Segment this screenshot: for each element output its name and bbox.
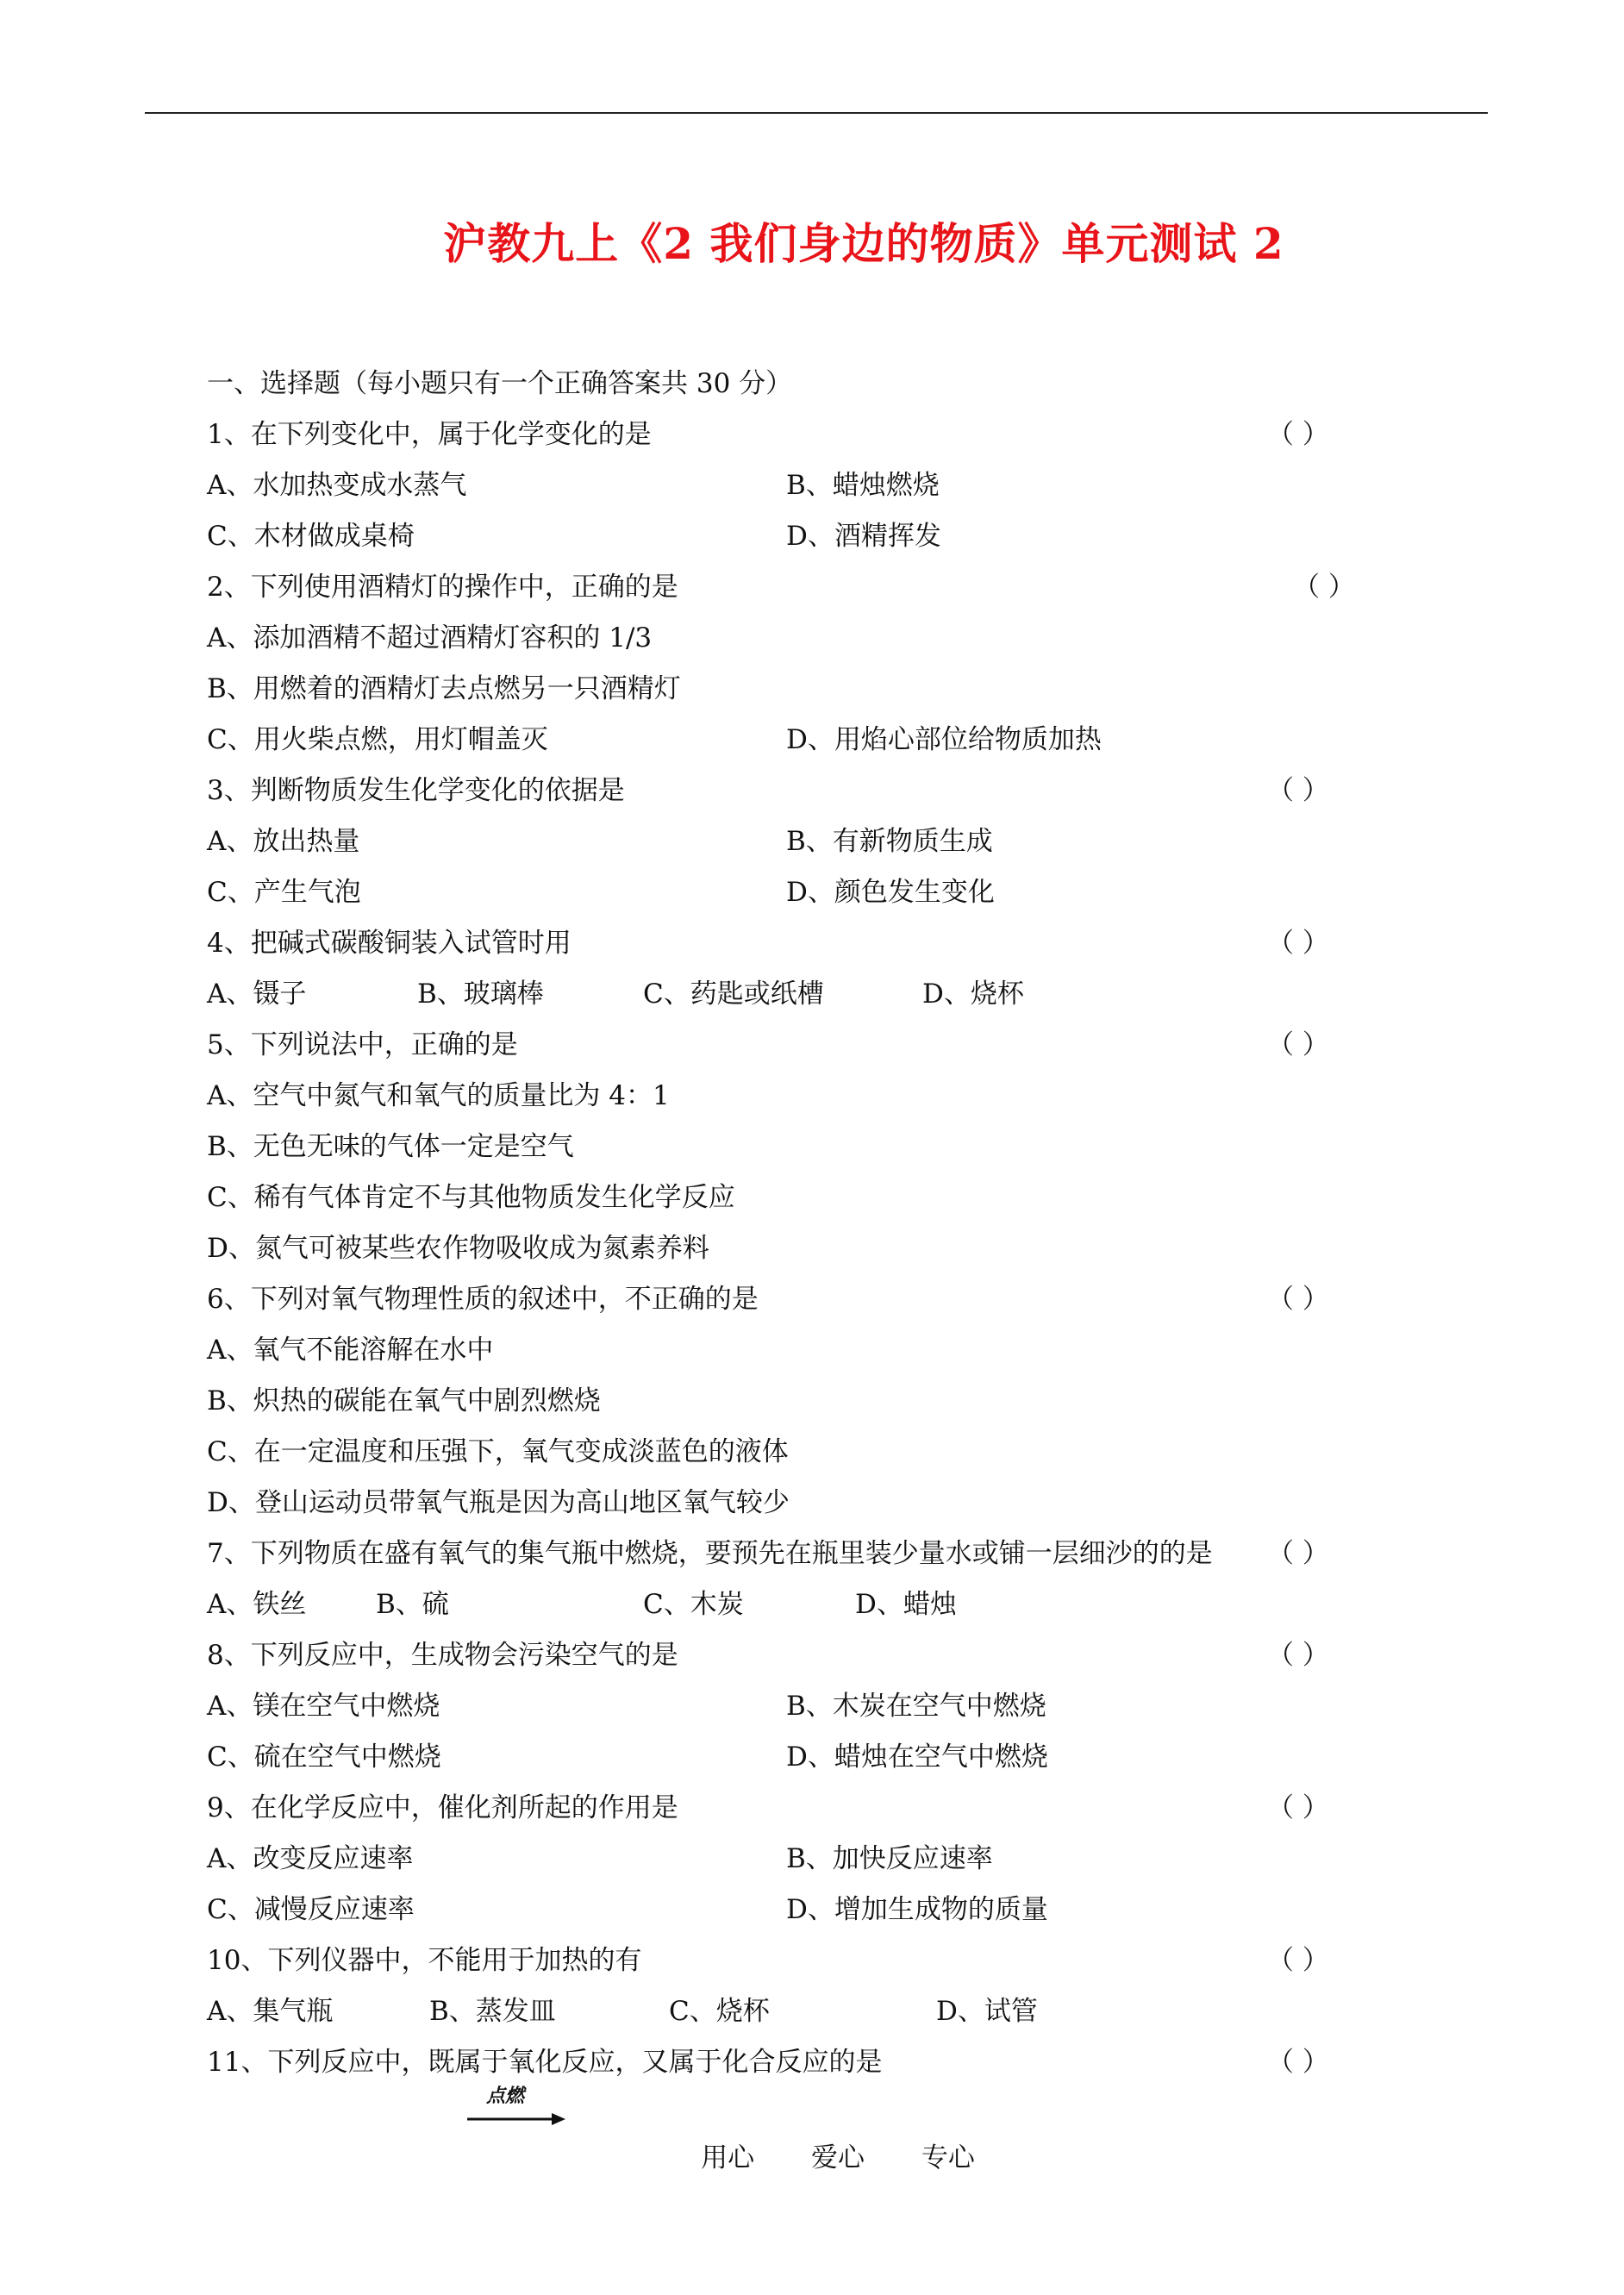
header-rule <box>145 112 1488 114</box>
option-6b: B、炽热的碳能在氧气中剧烈燃烧 <box>207 1385 601 1416</box>
ignite-label: 点燃 <box>486 2085 525 2107</box>
option-9b: B、加快反应速率 <box>786 1843 993 1874</box>
question-stem-4: 4、把碱式碳酸铜装入试管时用 <box>207 928 572 959</box>
question-stem-8: 8、下列反应中，生成物会污染空气的是 <box>207 1640 678 1671</box>
option-8c: C、硫在空气中燃烧 <box>207 1742 441 1773</box>
option-3b: B、有新物质生成 <box>786 826 993 857</box>
option-10b: B、蒸发皿 <box>429 1996 556 2027</box>
question-stem-1: 1、在下列变化中，属于化学变化的是 <box>207 419 652 450</box>
answer-blank-6: （ ） <box>1267 1284 1329 1315</box>
answer-blank-5: （ ） <box>1267 1029 1329 1060</box>
question-stem-2: 2、下列使用酒精灯的操作中，正确的是 <box>207 572 678 603</box>
option-5c: C、稀有气体肯定不与其他物质发生化学反应 <box>207 1182 735 1213</box>
option-7a: A、铁丝 <box>207 1589 307 1620</box>
option-1d: D、酒精挥发 <box>786 521 941 552</box>
question-stem-5: 5、下列说法中，正确的是 <box>207 1029 518 1060</box>
footer-word-3: 专心 <box>921 2142 975 2173</box>
option-2d: D、用焰心部位给物质加热 <box>786 724 1102 755</box>
option-9d: D、增加生成物的质量 <box>786 1894 1048 1925</box>
option-8b: B、木炭在空气中燃烧 <box>786 1691 1046 1722</box>
option-10a: A、集气瓶 <box>207 1996 334 2027</box>
question-stem-9: 9、在化学反应中，催化剂所起的作用是 <box>207 1792 678 1823</box>
answer-blank-2: （ ） <box>1293 572 1355 603</box>
answer-blank-1: （ ） <box>1267 419 1329 450</box>
option-4c: C、药匙或纸槽 <box>643 979 824 1010</box>
option-4a: A、镊子 <box>207 979 307 1010</box>
footer-word-1: 用心 <box>701 2142 755 2173</box>
option-10c: C、烧杯 <box>669 1996 770 2027</box>
option-9a: A、改变反应速率 <box>207 1843 414 1874</box>
answer-blank-7: （ ） <box>1267 1538 1329 1569</box>
option-1a: A、水加热变成水蒸气 <box>207 470 467 501</box>
option-7c: C、木炭 <box>643 1589 744 1620</box>
option-6a: A、氧气不能溶解在水中 <box>207 1335 494 1366</box>
section-heading: 一、选择题（每小题只有一个正确答案共 30 分） <box>207 368 793 399</box>
answer-blank-11: （ ） <box>1267 2047 1329 2078</box>
question-stem-11: 11、下列反应中，既属于氧化反应，又属于化合反应的是 <box>207 2047 883 2078</box>
question-stem-3: 3、判断物质发生化学变化的依据是 <box>207 775 625 806</box>
answer-blank-3: （ ） <box>1267 775 1329 806</box>
question-stem-10: 10、下列仪器中，不能用于加热的有 <box>207 1945 642 1976</box>
option-9c: C、减慢反应速率 <box>207 1894 415 1925</box>
option-5b: B、无色无味的气体一定是空气 <box>207 1131 574 1162</box>
option-4b: B、玻璃棒 <box>417 979 544 1010</box>
question-stem-6: 6、下列对氧气物理性质的叙述中，不正确的是 <box>207 1284 759 1315</box>
option-10d: D、试管 <box>936 1996 1038 2027</box>
option-5d: D、氮气可被某些农作物吸收成为氮素养料 <box>207 1233 709 1264</box>
option-2b: B、用燃着的酒精灯去点燃另一只酒精灯 <box>207 673 681 704</box>
option-3a: A、放出热量 <box>207 826 360 857</box>
option-2c: C、用火柴点燃，用灯帽盖灭 <box>207 724 548 755</box>
option-2a: A、添加酒精不超过酒精灯容积的 1/3 <box>207 622 653 653</box>
page-footer <box>0 2142 1624 2173</box>
answer-blank-9: （ ） <box>1267 1792 1329 1823</box>
option-6d: D、登山运动员带氧气瓶是因为高山地区氧气较少 <box>207 1487 790 1518</box>
option-5a: A、空气中氮气和氧气的质量比为 4：1 <box>207 1080 670 1111</box>
option-7b: B、硫 <box>376 1589 449 1620</box>
question-stem-7: 7、下列物质在盛有氧气的集气瓶中燃烧，要预先在瓶里装少量水或铺一层细沙的的是 <box>207 1538 1213 1569</box>
footer-word-2: 爱心 <box>811 2142 865 2173</box>
option-6c: C、在一定温度和压强下，氧气变成淡蓝色的液体 <box>207 1436 789 1467</box>
option-3c: C、产生气泡 <box>207 877 361 908</box>
option-4d: D、烧杯 <box>922 979 1024 1010</box>
option-1b: B、蜡烛燃烧 <box>786 470 940 501</box>
answer-blank-10: （ ） <box>1267 1945 1329 1976</box>
option-8d: D、蜡烛在空气中燃烧 <box>786 1742 1048 1773</box>
reaction-arrow <box>465 2086 569 2138</box>
answer-blank-8: （ ） <box>1267 1640 1329 1671</box>
right-arrow-icon <box>465 2109 569 2129</box>
option-1c: C、木材做成桌椅 <box>207 521 415 552</box>
page-title: 沪教九上《2 我们身边的物质》单元测试 2 <box>443 218 1284 269</box>
answer-blank-4: （ ） <box>1267 928 1329 959</box>
option-7d: D、蜡烛 <box>855 1589 957 1620</box>
option-3d: D、颜色发生变化 <box>786 877 995 908</box>
option-8a: A、镁在空气中燃烧 <box>207 1691 440 1722</box>
